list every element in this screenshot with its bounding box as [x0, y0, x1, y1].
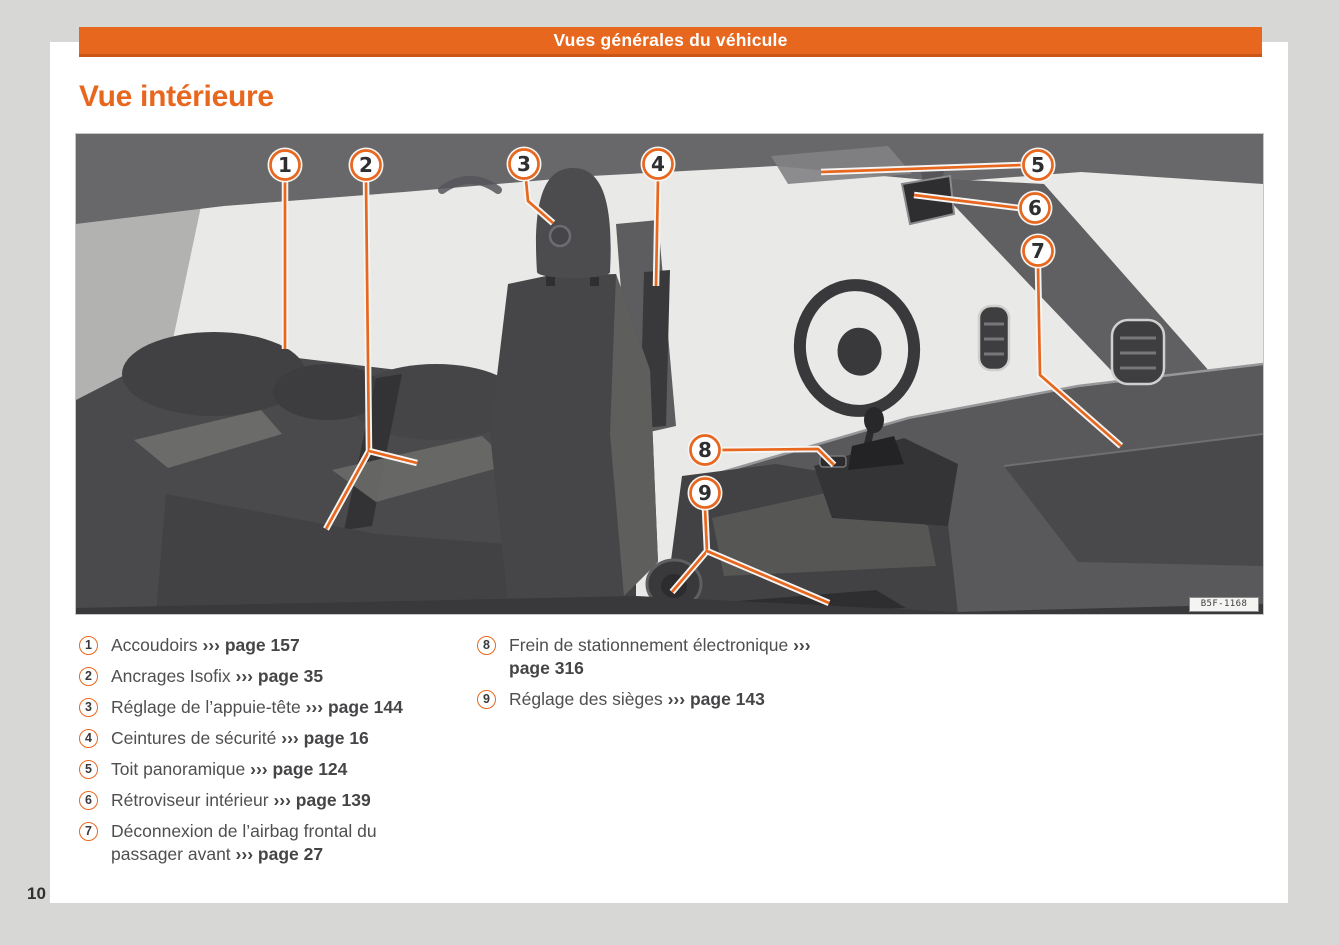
figure-code: B5F-1168	[1189, 597, 1259, 612]
callout-7	[1021, 234, 1056, 269]
legend-item-number: 4	[79, 729, 98, 748]
legend-item-seat-adjustment	[477, 688, 835, 711]
legend-item-interior-mirror	[79, 789, 437, 812]
interior-view-figure	[75, 133, 1264, 615]
legend-item-label: Toit panoramique	[111, 759, 246, 779]
svg-text:4: 4	[651, 152, 665, 177]
legend-item-label: Ancrages Isofix	[111, 666, 231, 686]
legend-item-airbag-deactivation	[79, 820, 437, 866]
legend-item-number: 1	[79, 636, 98, 655]
svg-text:3: 3	[517, 152, 531, 177]
legend-item-number: 2	[79, 667, 98, 686]
car-interior-illustration	[76, 134, 1263, 614]
callout-6	[1018, 191, 1053, 226]
air-vent	[1112, 320, 1164, 384]
legend-item-label: Déconnexion de l’airbag frontal du passager avant	[111, 821, 377, 864]
callout-3	[507, 147, 542, 182]
legend-page-ref: ››› page 27	[235, 844, 324, 864]
legend-page-ref: ››› page 139	[273, 790, 371, 810]
callout-4	[641, 147, 676, 182]
legend-column-right	[477, 634, 835, 719]
svg-text:1: 1	[278, 153, 292, 178]
legend-item-number: 5	[79, 760, 98, 779]
svg-text:6: 6	[1028, 196, 1042, 221]
legend-page-ref: ››› page 16	[281, 728, 369, 748]
callout-8	[688, 433, 723, 468]
legend-item-panoramic-roof	[79, 758, 437, 781]
legend-item-number: 6	[79, 791, 98, 810]
svg-text:7: 7	[1031, 239, 1045, 264]
legend-item-label: Réglage des sièges	[509, 689, 663, 709]
legend-item-seatbelts	[79, 727, 437, 750]
legend-item-label: Réglage de l’appuie-tête	[111, 697, 301, 717]
legend-page-ref: ››› page 124	[250, 759, 348, 779]
air-vent	[979, 306, 1009, 370]
legend-page-ref: ››› page 35	[235, 666, 324, 686]
svg-text:5: 5	[1031, 153, 1045, 178]
legend-page-ref: ››› page 316	[509, 635, 811, 678]
legend-item-number: 3	[79, 698, 98, 717]
callout-2	[349, 148, 384, 183]
legend-item-label: Frein de stationnement électronique	[509, 635, 789, 655]
callout-1	[268, 148, 303, 183]
svg-text:8: 8	[698, 438, 712, 463]
page-title: Vue intérieure	[79, 80, 274, 113]
legend-page-ref: ››› page 143	[667, 689, 765, 709]
page-number: 10	[27, 884, 46, 903]
legend-item-isofix	[79, 665, 437, 688]
legend-item-parking-brake	[477, 634, 835, 680]
svg-text:2: 2	[359, 153, 373, 178]
chapter-header-banner: Vues générales du véhicule	[79, 27, 1262, 57]
legend-item-label: Rétroviseur intérieur	[111, 790, 269, 810]
legend-page-ref: ››› page 157	[202, 635, 300, 655]
legend-page-ref: ››› page 144	[305, 697, 403, 717]
svg-text:9: 9	[698, 481, 712, 506]
legend-item-number: 7	[79, 822, 98, 841]
legend-item-number: 9	[477, 690, 496, 709]
callout-line-4	[656, 180, 658, 286]
legend-item-headrest	[79, 696, 437, 719]
legend-item-label: Ceintures de sécurité	[111, 728, 277, 748]
headrest	[536, 168, 611, 278]
legend-column-left	[79, 634, 437, 874]
legend-item-armrests	[79, 634, 437, 657]
legend-item-label: Accoudoirs	[111, 635, 198, 655]
legend-item-number: 8	[477, 636, 496, 655]
manual-page	[50, 30, 1288, 903]
callout-9	[688, 476, 723, 511]
callout-5	[1021, 148, 1056, 183]
